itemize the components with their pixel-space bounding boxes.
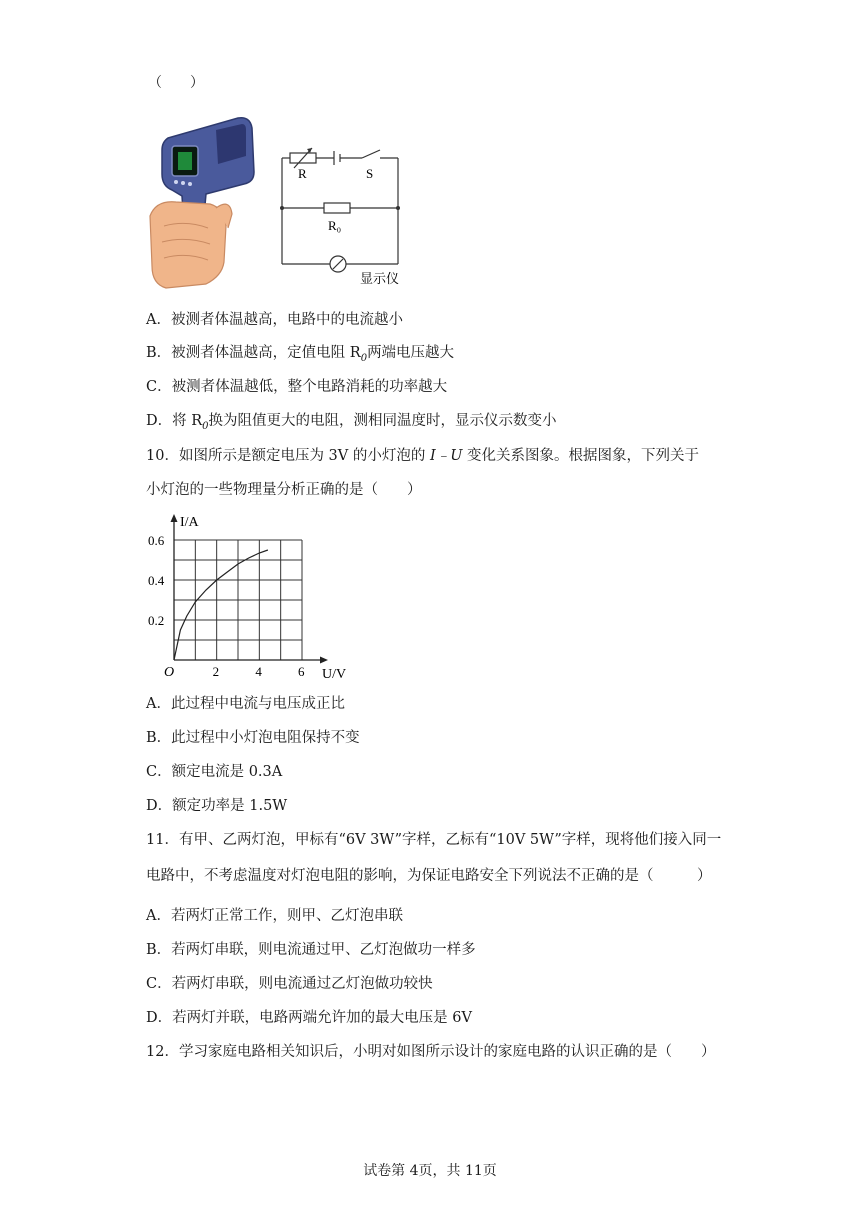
circuit-diagram xyxy=(276,138,412,288)
q10-option-b: B．此过程中小灯泡电阻保持不变 xyxy=(146,730,360,746)
y-axis-arrow xyxy=(171,514,178,522)
switch-s xyxy=(362,150,380,158)
q11-stem-line1: 11．有甲、乙两灯泡，甲标有“6V 3W”字样，乙标有“10V 5W”字样，现将他们接入同一 xyxy=(146,832,722,848)
q10-option-c: C．额定电流是 0.3A xyxy=(146,764,283,780)
q11-option-c: C．若两灯串联，则电流通过乙灯泡做功较快 xyxy=(146,976,433,992)
thermometer-gun-image xyxy=(146,116,266,292)
q12-stem: 12．学习家庭电路相关知识后，小明对如图所示设计的家庭电路的认识正确的是（ ） xyxy=(146,1044,716,1060)
q10-stem-line1: 10．如图所示是额定电压为 3V 的小灯泡的 I﹣U 变化关系图象。根据图象，下列关于 xyxy=(146,448,700,464)
origin-label: O xyxy=(164,665,175,680)
q11-stem-line2: 电路中，不考虑温度对灯泡电阻的影响，为保证电路安全下列说法不正确的是（ ） xyxy=(146,868,712,884)
q10-stem-line2: 小灯泡的一些物理量分析正确的是（ ） xyxy=(146,482,422,498)
iu-curve xyxy=(174,550,268,660)
q11-option-a: A．若两灯正常工作，则甲、乙灯泡串联 xyxy=(146,908,403,924)
q10-option-a: A．此过程中电流与电压成正比 xyxy=(146,696,345,712)
label-r: R xyxy=(298,166,307,181)
q9-option-d: D．将 $R_0$换为阻值更大的电阻，测相同温度时，显示仪示数变小 xyxy=(146,413,557,432)
q11-option-d: D．若两灯并联，电路两端允许加的最大电压是 6V xyxy=(146,1010,472,1026)
y-tick-label: 0.6 xyxy=(148,533,165,548)
q10-option-d: D．额定功率是 1.5W xyxy=(146,798,288,814)
q9-option-b: B．被测者体温越高，定值电阻 $R_0$两端电压越大 xyxy=(146,345,455,364)
y-tick-label: 0.2 xyxy=(148,613,165,628)
x-tick-label: 6 xyxy=(298,664,305,679)
x-axis-label: U/V xyxy=(322,667,347,682)
y-axis-label: I/A xyxy=(180,515,199,530)
answer-paren: （ ） xyxy=(148,75,204,91)
q9-option-c: C．被测者体温越低，整个电路消耗的功率越大 xyxy=(146,379,448,395)
q9-option-a: A．被测者体温越高，电路中的电流越小 xyxy=(146,312,403,328)
x-tick-label: 2 xyxy=(212,664,220,679)
x-axis-arrow xyxy=(320,657,328,664)
label-s: S xyxy=(366,166,374,181)
y-tick-label: 0.4 xyxy=(148,573,165,588)
resistor-r0 xyxy=(324,203,350,213)
label-display: 显示仪 xyxy=(360,272,400,287)
page-footer: 试卷第 4页，共 11页 xyxy=(363,1163,497,1179)
x-tick-label: 4 xyxy=(255,664,262,679)
iu-graph xyxy=(142,504,362,684)
q11-option-b: B．若两灯串联，则电流通过甲、乙灯泡做功一样多 xyxy=(146,942,476,958)
label-r0: R₀ xyxy=(328,218,342,233)
